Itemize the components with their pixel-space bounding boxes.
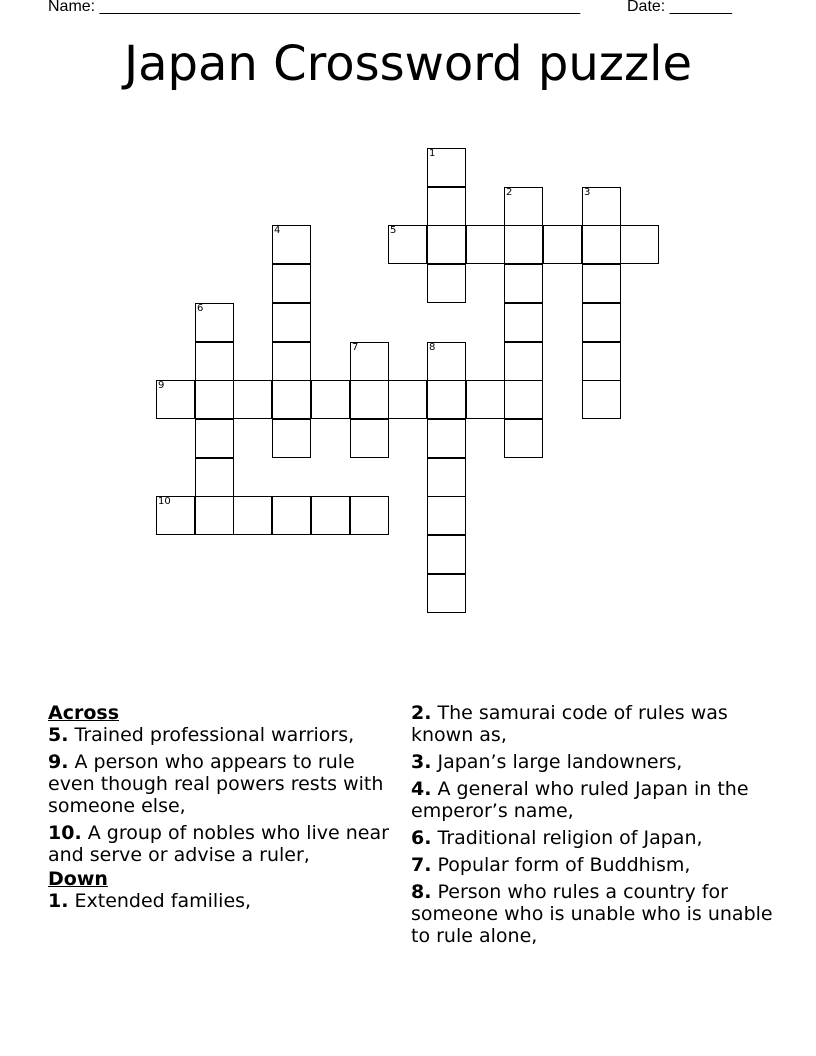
- grid-cell[interactable]: [388, 380, 427, 419]
- clue-text: The samurai code of rules was known as,: [411, 702, 728, 746]
- grid-cell[interactable]: [233, 496, 272, 535]
- cell-number: 6: [197, 303, 204, 314]
- grid-cell[interactable]: [427, 187, 466, 226]
- cell-number: 5: [390, 225, 397, 236]
- grid-cell[interactable]: [350, 342, 389, 381]
- clue-number: 9.: [48, 751, 69, 773]
- clues-column-left: [48, 702, 398, 917]
- clue-number: 1.: [48, 890, 69, 912]
- grid-cell[interactable]: [350, 496, 389, 535]
- clue-text: A general who ruled Japan in the emperor’s name,: [411, 778, 749, 822]
- grid-cell[interactable]: [504, 187, 543, 226]
- grid-cell[interactable]: [195, 419, 234, 458]
- grid-cell[interactable]: [582, 380, 621, 419]
- grid-cell[interactable]: [427, 225, 466, 264]
- cell-number: 8: [429, 342, 436, 353]
- clue-number: 3.: [411, 751, 432, 773]
- clues-column-right: [411, 702, 781, 952]
- cell-number: 3: [584, 187, 591, 198]
- clue-number: 10.: [48, 822, 82, 844]
- grid-cell[interactable]: [311, 380, 350, 419]
- clue-down-3: [411, 751, 781, 773]
- cell-number: 9: [158, 380, 165, 391]
- clue-number: 2.: [411, 702, 432, 724]
- cell-number: 2: [506, 187, 513, 198]
- grid-cell[interactable]: [504, 264, 543, 303]
- grid-cell[interactable]: [582, 225, 621, 264]
- grid-cell[interactable]: [195, 380, 234, 419]
- clue-across-5: [48, 724, 398, 746]
- name-field[interactable]: Name: ______________________________________________________: [48, 0, 581, 15]
- clue-number: 7.: [411, 854, 432, 876]
- cell-number: 10: [158, 496, 171, 507]
- grid-cell[interactable]: [466, 380, 505, 419]
- grid-cell[interactable]: [195, 303, 234, 342]
- clue-text: Japan’s large landowners,: [437, 751, 683, 773]
- clue-down-8: [411, 881, 781, 947]
- grid-cell[interactable]: [427, 148, 466, 187]
- clue-across-10: [48, 822, 398, 866]
- grid-cell[interactable]: [350, 380, 389, 419]
- grid-cell[interactable]: [388, 225, 427, 264]
- grid-cell[interactable]: [272, 264, 311, 303]
- grid-cell[interactable]: [427, 342, 466, 381]
- clue-text: A person who appears to rule even though real powers rests with someone else,: [48, 751, 384, 817]
- clue-across-9: [48, 751, 398, 817]
- grid-cell[interactable]: [504, 342, 543, 381]
- grid-cell[interactable]: [427, 458, 466, 497]
- clue-number: 6.: [411, 827, 432, 849]
- page-title: Japan Crossword puzzle: [123, 36, 693, 92]
- grid-cell[interactable]: [272, 419, 311, 458]
- grid-cell[interactable]: [427, 380, 466, 419]
- grid-cell[interactable]: [504, 225, 543, 264]
- cell-number: 7: [352, 342, 359, 353]
- clue-text: Trained professional warriors,: [74, 724, 355, 746]
- clue-down-2: [411, 702, 781, 746]
- grid-cell[interactable]: [466, 225, 505, 264]
- clue-down-4: [411, 778, 781, 822]
- clue-down-6: [411, 827, 781, 849]
- date-field[interactable]: Date: _______: [627, 0, 732, 15]
- clue-number: 5.: [48, 724, 69, 746]
- clue-down-1: [48, 890, 398, 912]
- clue-text: Popular form of Buddhism,: [437, 854, 691, 876]
- grid-cell[interactable]: [272, 496, 311, 535]
- clue-text: A group of nobles who live near and serve or advise a ruler,: [48, 822, 389, 866]
- clue-text: Extended families,: [74, 890, 252, 912]
- grid-cell[interactable]: [582, 303, 621, 342]
- clue-text: Person who rules a country for someone who is unable who is unable to rule alone,: [411, 881, 773, 947]
- clue-number: 4.: [411, 778, 432, 800]
- grid-cell[interactable]: [504, 380, 543, 419]
- grid-cell[interactable]: [582, 342, 621, 381]
- grid-cell[interactable]: [427, 574, 466, 613]
- grid-cell[interactable]: [620, 225, 659, 264]
- grid-cell[interactable]: [272, 380, 311, 419]
- across-heading: Across: [48, 702, 120, 724]
- clue-down-7: [411, 854, 781, 876]
- down-heading: Down: [48, 868, 108, 890]
- grid-cell[interactable]: [272, 303, 311, 342]
- grid-cell[interactable]: [504, 419, 543, 458]
- grid-cell[interactable]: [427, 496, 466, 535]
- grid-cell[interactable]: [311, 496, 350, 535]
- grid-cell[interactable]: [195, 342, 234, 381]
- grid-cell[interactable]: [233, 380, 272, 419]
- grid-cell[interactable]: [156, 496, 195, 535]
- grid-cell[interactable]: [195, 458, 234, 497]
- grid-cell[interactable]: [272, 225, 311, 264]
- grid-cell[interactable]: [582, 187, 621, 226]
- clue-text: Traditional religion of Japan,: [437, 827, 703, 849]
- grid-cell[interactable]: [350, 419, 389, 458]
- grid-cell[interactable]: [427, 264, 466, 303]
- grid-cell[interactable]: [504, 303, 543, 342]
- grid-cell[interactable]: [427, 535, 466, 574]
- grid-cell[interactable]: [272, 342, 311, 381]
- grid-cell[interactable]: [156, 380, 195, 419]
- grid-cell[interactable]: [543, 225, 582, 264]
- cell-number: 4: [274, 225, 281, 236]
- grid-cell[interactable]: [195, 496, 234, 535]
- grid-cell[interactable]: [582, 264, 621, 303]
- grid-cell[interactable]: [427, 419, 466, 458]
- clue-number: 8.: [411, 881, 432, 903]
- cell-number: 1: [429, 148, 436, 159]
